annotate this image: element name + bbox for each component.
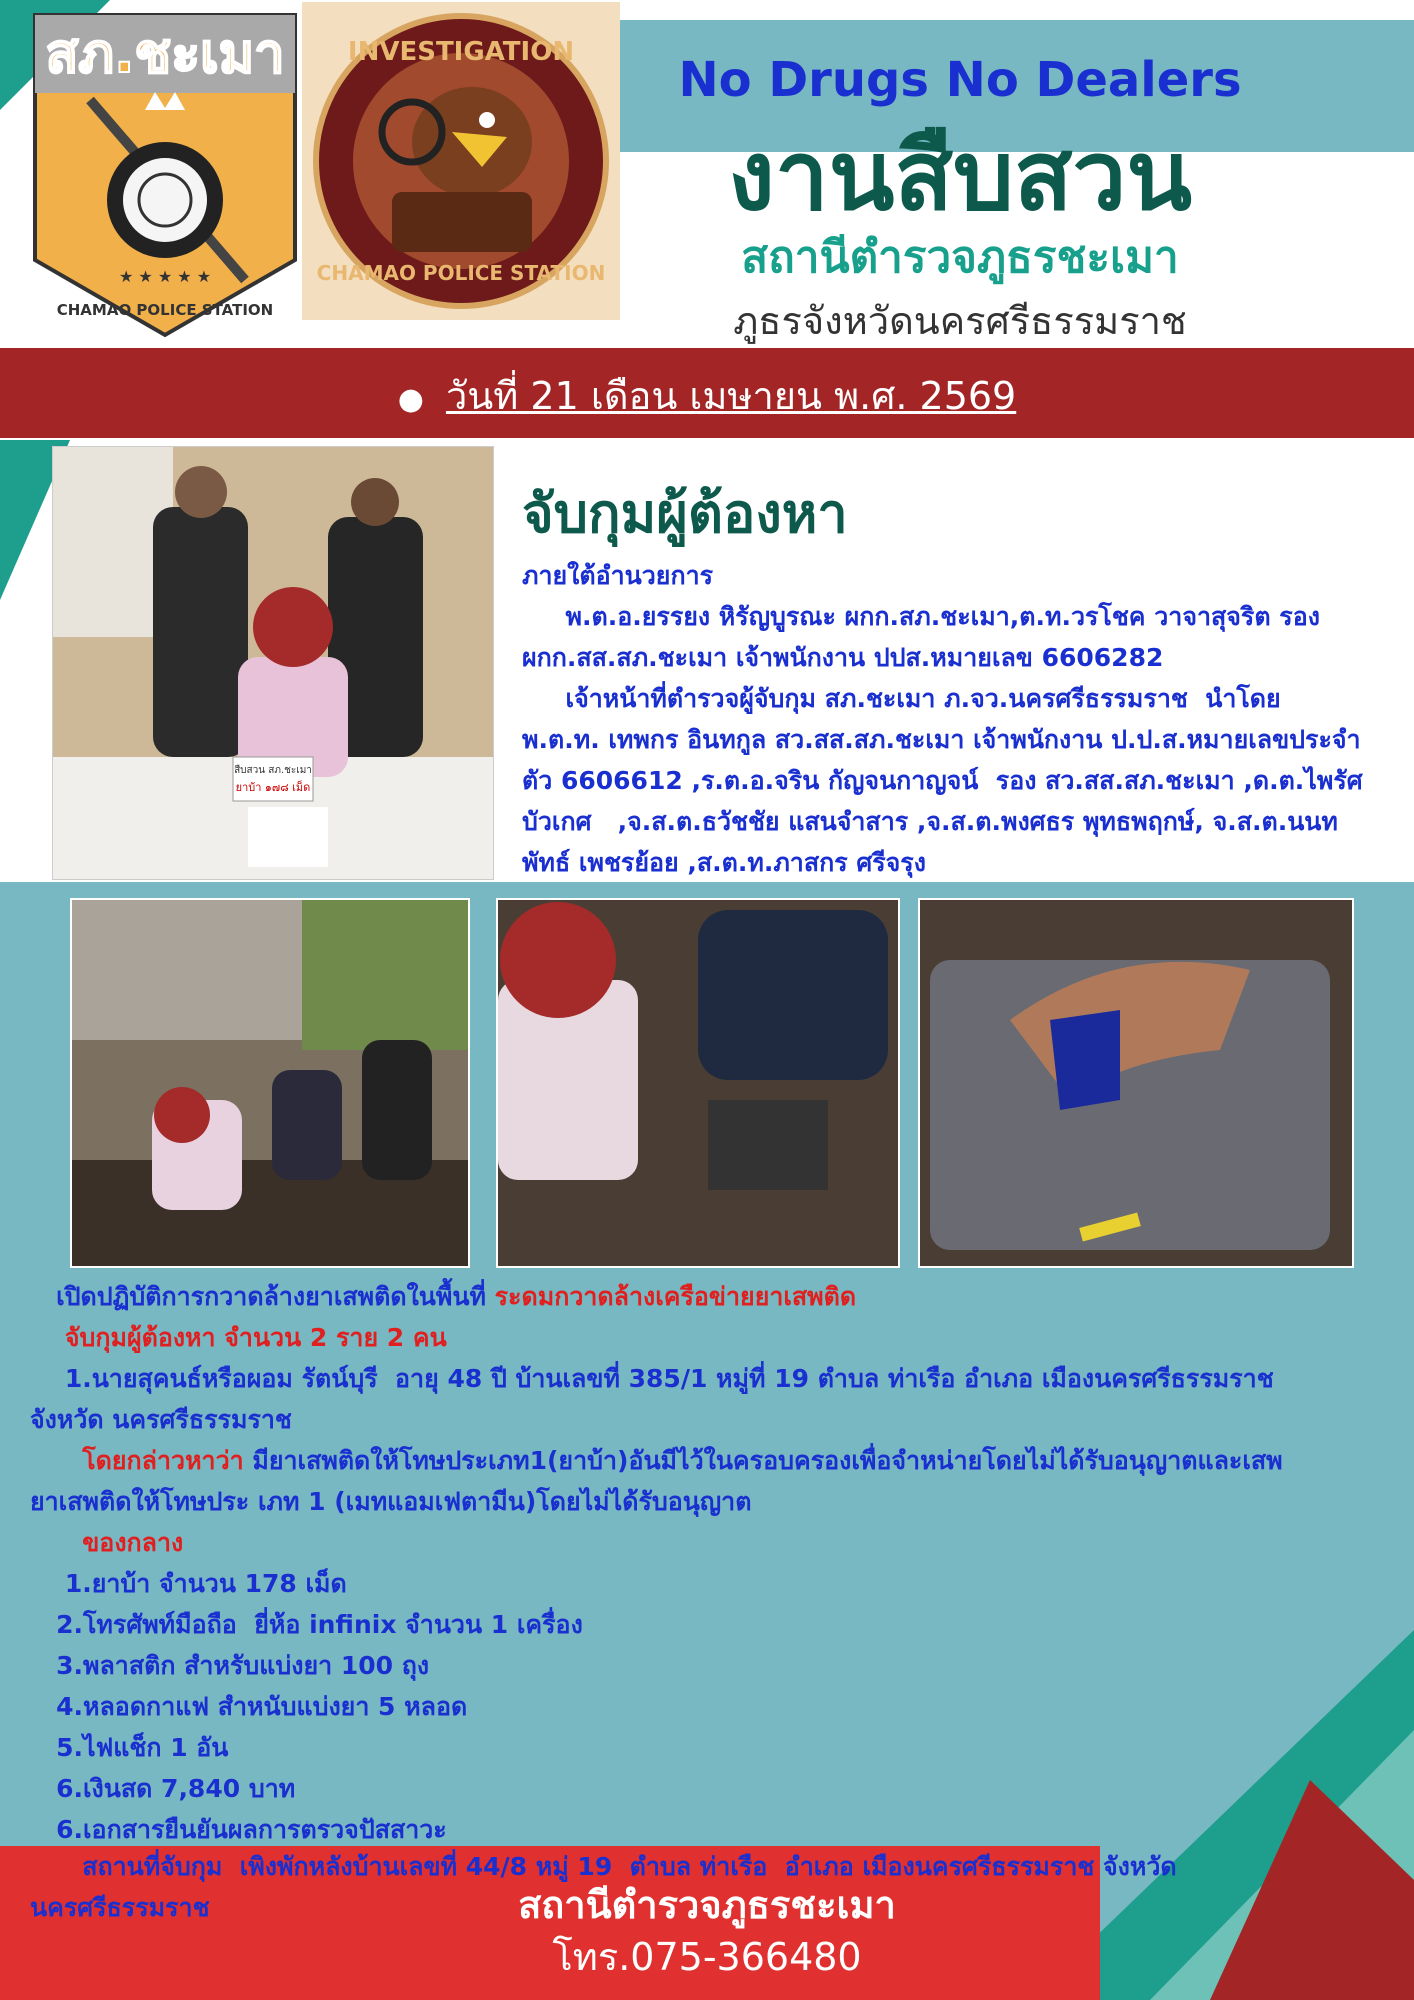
evidence-item: 2.โทรศัพท์มือถือ ยี่ห้อ infinix จำนวน 1 เครื่อง bbox=[30, 1610, 583, 1639]
svg-text:INVESTIGATION: INVESTIGATION bbox=[347, 37, 575, 67]
command-line: พ.ต.ท. เทพกร อินทกูล สว.สส.สภ.ชะเมา เจ้าพนักงาน ป.ป.ส.หมายเลขประจำ bbox=[522, 725, 1361, 754]
arrest-count: จับกุมผู้ต้องหา จำนวน 2 ราย 2 คน bbox=[30, 1323, 447, 1352]
arrest-photo-main bbox=[52, 446, 494, 880]
scene-photo-3 bbox=[918, 898, 1354, 1268]
suspect-line: จังหวัด นครศรีธรรมราช bbox=[30, 1405, 292, 1434]
svg-text:CHAMAO POLICE STATION: CHAMAO POLICE STATION bbox=[316, 261, 606, 285]
command-line: พัทธ์ เพชรย้อย ,ส.ต.ท.ภาสกร ศรีจรุง bbox=[522, 848, 926, 877]
svg-text:★ ★ ★ ★ ★: ★ ★ ★ ★ ★ bbox=[118, 267, 212, 286]
svg-text:CHAMAO POLICE STATION: CHAMAO POLICE STATION bbox=[56, 301, 274, 319]
charge-text: ยาเสพติดให้โทษประ เภท 1 (เมทแอมเฟตามีน)โดยไม่ได้รับอนุญาต bbox=[30, 1487, 752, 1516]
operation-prefix: เปิดปฏิบัติการกวาดล้างยาเสพติดในพื้นที่ bbox=[30, 1282, 495, 1311]
slogan: No Drugs No Dealers bbox=[678, 52, 1242, 108]
operation-highlight: ระดมกวาดล้างเครือข่ายยาเสพติด bbox=[494, 1282, 857, 1311]
charge-text: มียาเสพติดให้โทษประเภท1(ยาบ้า)อันมีไว้ในครอบครองเพื่อจำหน่ายโดยไม่ได้รับอนุญาตและเสพ bbox=[243, 1446, 1283, 1475]
scene-photo-1 bbox=[70, 898, 470, 1268]
evidence-item: 6.เงินสด 7,840 บาท bbox=[30, 1774, 296, 1803]
svg-text:ยาบ้า ๑๗๘ เม็ด: ยาบ้า ๑๗๘ เม็ด bbox=[235, 781, 311, 794]
province-name: ภูธรจังหวัดนครศรีธรรมราช bbox=[733, 299, 1187, 343]
evidence-item: 5.ไฟแช็ก 1 อัน bbox=[30, 1733, 229, 1762]
command-line: พ.ต.อ.ยรรยง หิรัญบูรณะ ผกก.สภ.ชะเมา,ต.ท.วรโชค วาจาสุจริต รอง bbox=[522, 602, 1320, 631]
footer-station-name: สถานีตำรวจภูธรชะเมา bbox=[518, 1883, 896, 1927]
charge-label: โดยกล่าวหาว่า bbox=[30, 1446, 244, 1475]
location-line: นครศรีธรรมราช bbox=[30, 1893, 210, 1922]
under-command-label: ภายใต้อำนวยการ bbox=[522, 561, 714, 590]
evidence-item: 4.หลอดกาแฟ สำหนับแบ่งยา 5 หลอด bbox=[30, 1692, 468, 1721]
date-text: ● วันที่ 21 เดือน เมษายน พ.ศ. 2569 bbox=[397, 374, 1017, 418]
svg-text:สืบสวน สภ.ชะเมา: สืบสวน สภ.ชะเมา bbox=[234, 765, 312, 776]
evidence-item: 3.พลาสติก สำหรับแบ่งยา 100 ถุง bbox=[30, 1651, 430, 1680]
station-name: สถานีตำรวจภูธรชะเมา bbox=[741, 232, 1179, 283]
scene-photo-2 bbox=[496, 898, 900, 1268]
evidence-item: 1.ยาบ้า จำนวน 178 เม็ด bbox=[30, 1569, 347, 1598]
command-line: ผกก.สส.สภ.ชะเมา เจ้าพนักงาน ปปส.หมายเลข 6606282 bbox=[522, 643, 1164, 672]
footer-phone: โทร.075-366480 bbox=[552, 1935, 862, 1979]
operation-line bbox=[30, 1276, 1390, 1317]
command-line: บัวเกศ ,จ.ส.ต.ธวัชชัย แสนจำสาร ,จ.ส.ต.พงศธร พุทธพฤกษ์, จ.ส.ต.นนท bbox=[522, 807, 1338, 836]
page-title: งานสืบสวน bbox=[727, 120, 1193, 232]
command-line: ตัว 6606612 ,ร.ต.อ.จริน กัญจนกาญจน์ รอง สว.สส.สภ.ชะเมา ,ด.ต.ไพรัศ bbox=[522, 766, 1363, 795]
evidence-item: 6.เอกสารยืนยันผลการตรวจปัสสาวะ bbox=[30, 1815, 447, 1844]
police-station-badge-logo bbox=[30, 10, 300, 340]
command-text bbox=[522, 596, 1362, 883]
suspect-line: 1.นายสุคนธ์หรือผอม รัตน์บุรี อายุ 48 ปี บ้านเลขที่ 385/1 หมู่ที่ 19 ตำบล ท่าเรือ อำเภอ เมืองนครศรีธรรมราช bbox=[30, 1364, 1274, 1393]
charge-line bbox=[30, 1440, 1390, 1481]
evidence-label: ของกลาง bbox=[30, 1528, 184, 1557]
location-line: สถานที่จับกุม เพิงพักหลังบ้านเลขที่ 44/8 หมู่ 19 ตำบล ท่าเรือ อำเภอ เมืองนครศรีธรรมราช จังหวัด bbox=[30, 1852, 1177, 1881]
investigation-eagle-logo bbox=[302, 2, 620, 320]
arrest-title: จับกุมผู้ต้องหา bbox=[522, 482, 848, 545]
svg-text:สภ.ชะเมา: สภ.ชะเมา bbox=[45, 22, 285, 85]
command-line: เจ้าหน้าที่ตำรวจผู้จับกุม สภ.ชะเมา ภ.จว.นครศรีธรรมราช นำโดย bbox=[522, 684, 1281, 713]
